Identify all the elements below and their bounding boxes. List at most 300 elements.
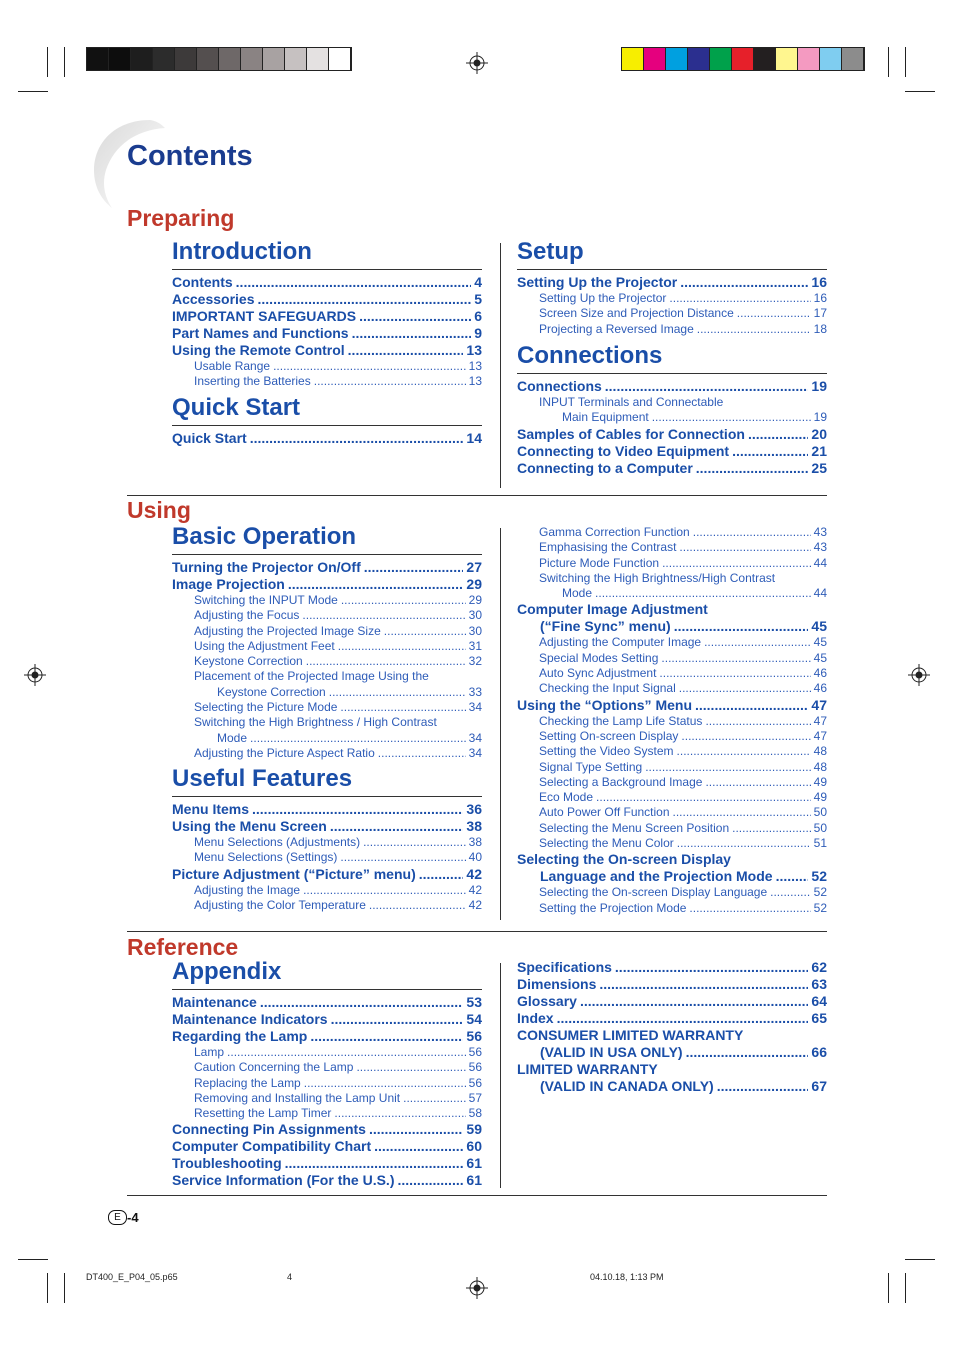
toc-entry[interactable]: [172, 1121, 482, 1138]
toc-entry-page: 42: [468, 897, 482, 912]
toc-entry-page: 52: [811, 868, 827, 885]
toc-entry-label: Selecting the On-screen Display Language: [539, 885, 768, 900]
toc-leader-dots: [252, 801, 463, 818]
toc-entry-page: 34: [468, 745, 482, 760]
toc-entry-label: Selecting the Picture Mode: [194, 700, 338, 715]
toc-entry[interactable]: [517, 821, 827, 836]
crop-mark: [47, 1273, 48, 1303]
color-swatch: [153, 48, 175, 70]
toc-entry[interactable]: [517, 571, 827, 586]
toc-leader-dots: [334, 1106, 465, 1121]
toc-entry-label: Computer Compatibility Chart: [172, 1138, 372, 1155]
toc-entry-label: Checking the Lamp Life Status: [539, 713, 703, 728]
section-preparing: Preparing: [127, 205, 235, 231]
color-swatch: [688, 48, 710, 70]
toc-entry-page: 30: [468, 608, 482, 623]
toc-leader-dots: [689, 901, 810, 916]
toc-entry-label: Adjusting the Focus: [194, 608, 300, 623]
toc-entry-label: (“Fine Sync” menu): [540, 618, 671, 635]
toc-entry-page: 34: [468, 700, 482, 715]
toc-leader-dots: [378, 746, 466, 761]
toc-leader-dots: [680, 274, 808, 291]
toc-entry[interactable]: [172, 1028, 482, 1045]
toc-entry[interactable]: [172, 883, 482, 898]
setup-list: [517, 274, 827, 337]
toc-entry-label: Computer Image Adjustment: [517, 601, 708, 618]
toc-entry-label: Selecting a Background Image: [539, 774, 703, 789]
toc-entry[interactable]: [517, 460, 827, 477]
appendix-block: [172, 958, 482, 1189]
toc-entry-page: 13: [468, 374, 482, 389]
toc-entry-page: 29: [468, 593, 482, 607]
toc-entry[interactable]: [172, 994, 482, 1011]
toc-entry-page: 61: [466, 1155, 482, 1172]
toc-entry-label: Accessories: [172, 291, 255, 307]
toc-leader-dots: [659, 666, 810, 681]
toc-entry-label: Turning the Projector On/Off: [172, 559, 361, 575]
toc-leader-dots: [677, 744, 811, 759]
toc-entry[interactable]: [517, 697, 827, 714]
crop-mark: [905, 1259, 935, 1260]
toc-leader-dots: [704, 635, 811, 650]
toc-entry[interactable]: [172, 866, 482, 883]
toc-entry[interactable]: [172, 430, 482, 447]
toc-entry-label: Quick Start: [172, 430, 247, 446]
toc-leader-dots: [304, 1076, 466, 1091]
color-swatch: [263, 48, 285, 70]
toc-entry-page: 60: [466, 1138, 482, 1155]
toc-entry-label: Using the “Options” Menu: [517, 696, 692, 713]
toc-entry-page: 27: [466, 559, 482, 575]
toc-entry[interactable]: [517, 729, 827, 744]
color-swatch: [776, 48, 798, 70]
page-number: [108, 1210, 139, 1225]
toc-entry-page: 17: [813, 306, 827, 321]
toc-entry-page: 20: [811, 425, 827, 442]
toc-entry-label: Mode: [562, 586, 593, 601]
color-swatch: [285, 48, 307, 70]
toc-entry-label: Glossary: [517, 993, 577, 1009]
crop-mark: [905, 1273, 906, 1303]
footer-page: 4: [287, 1272, 293, 1282]
connections-block: [517, 342, 827, 477]
toc-entry[interactable]: [517, 274, 827, 291]
toc-leader-dots: [679, 540, 810, 555]
toc-leader-dots: [364, 559, 464, 576]
toc-entry-label: Selecting the Menu Color: [539, 836, 674, 851]
toc-leader-dots: [737, 306, 811, 321]
toc-entry-label: Keystone Correction: [194, 654, 303, 669]
toc-entry-page: 64: [811, 993, 827, 1009]
toc-entry-page: 65: [811, 1010, 827, 1026]
toc-entry[interactable]: [172, 308, 482, 325]
toc-entry-label: Auto Sync Adjustment: [539, 666, 657, 681]
toc-entry[interactable]: [517, 744, 827, 759]
crop-mark: [64, 47, 65, 77]
registration-mark-icon: [466, 1277, 488, 1299]
toc-entry[interactable]: [172, 342, 482, 359]
toc-entry-label: Maintenance: [172, 994, 257, 1010]
crop-mark: [888, 1273, 889, 1303]
toc-entry-page: 52: [813, 885, 827, 900]
toc-leader-dots: [340, 850, 465, 865]
toc-entry[interactable]: [517, 775, 827, 790]
toc-entry-page: 36: [466, 801, 482, 817]
introduction-block: [172, 238, 482, 390]
toc-entry-label: Emphasising the Contrast: [539, 540, 677, 555]
color-swatch: [87, 48, 109, 70]
color-swatch: [109, 48, 131, 70]
toc-entry-label: Auto Power Off Function: [539, 805, 670, 820]
color-swatch: [842, 48, 864, 70]
toc-entry-page: 43: [813, 525, 827, 539]
toc-entry[interactable]: [517, 395, 827, 410]
toc-leader-dots: [697, 322, 811, 337]
toc-leader-dots: [419, 866, 464, 883]
toc-entry[interactable]: [517, 714, 827, 729]
toc-entry-label: Part Names and Functions: [172, 325, 349, 341]
toc-leader-dots: [329, 685, 466, 700]
crop-mark: [47, 47, 48, 77]
toc-entry[interactable]: [517, 556, 827, 571]
setup-heading: Setup: [517, 238, 827, 270]
toc-entry-label: Service Information (For the U.S.): [172, 1172, 395, 1189]
toc-entry-page: 51: [813, 836, 827, 851]
toc-entry-page: 19: [811, 378, 827, 394]
toc-entry[interactable]: [172, 1011, 482, 1028]
toc-entry[interactable]: [172, 818, 482, 835]
toc-entry-page: 25: [811, 459, 827, 476]
toc-entry-page: 53: [466, 994, 482, 1010]
toc-entry-label: (VALID IN USA ONLY): [540, 1044, 683, 1060]
toc-entry-label: Selecting the On-screen Display: [517, 851, 731, 868]
section-using: Using: [127, 497, 191, 523]
toc-entry-label: Mode: [217, 730, 248, 745]
toc-leader-dots: [250, 430, 464, 447]
toc-entry[interactable]: [517, 851, 827, 868]
toc-entry-page: 45: [813, 635, 827, 650]
toc-leader-dots: [341, 593, 466, 608]
toc-entry-label: Picture Mode Function: [539, 555, 660, 570]
toc-entry[interactable]: [517, 760, 827, 775]
column-divider: [500, 528, 501, 920]
toc-entry[interactable]: [172, 325, 482, 342]
toc-leader-dots: [605, 378, 809, 395]
toc-entry-label: Selecting the Menu Screen Position: [539, 820, 730, 835]
toc-entry[interactable]: [517, 378, 827, 395]
toc-entry-label: Screen Size and Projection Distance: [539, 306, 734, 321]
toc-entry[interactable]: [517, 618, 827, 635]
toc-entry[interactable]: [517, 666, 827, 681]
toc-leader-dots: [732, 443, 808, 460]
toc-entry-label: Connections: [517, 378, 602, 394]
toc-leader-dots: [662, 556, 811, 571]
connections-heading: Connections: [517, 342, 827, 374]
toc-entry[interactable]: [517, 1061, 827, 1078]
basic-operation-block: [172, 523, 482, 761]
toc-entry[interactable]: [517, 1010, 827, 1027]
toc-leader-dots: [306, 654, 466, 669]
toc-entry-label: Main Equipment: [562, 410, 649, 425]
toc-leader-dots: [705, 714, 810, 729]
toc-entry-page: 13: [466, 342, 482, 358]
toc-leader-dots: [314, 374, 466, 389]
toc-entry-label: Setting Up the Projector: [539, 291, 667, 305]
toc-entry-label: Regarding the Lamp: [172, 1028, 308, 1044]
toc-entry-label: IMPORTANT SAFEGUARDS: [172, 308, 357, 324]
toc-entry[interactable]: [517, 426, 827, 443]
toc-entry[interactable]: [172, 1138, 482, 1155]
color-bar: [621, 47, 865, 71]
toc-entry[interactable]: [172, 593, 482, 608]
toc-entry-label: Dimensions: [517, 976, 597, 992]
toc-entry-page: 49: [813, 774, 827, 789]
toc-entry-page: 44: [813, 586, 827, 601]
toc-entry-page: 59: [466, 1121, 482, 1138]
toc-entry-page: 42: [468, 882, 482, 897]
toc-entry[interactable]: [517, 1027, 827, 1044]
toc-entry[interactable]: [172, 1172, 482, 1189]
page-title: Contents: [127, 140, 253, 172]
color-swatch: [307, 48, 329, 70]
toc-entry-page: 44: [813, 555, 827, 570]
toc-entry-page: 45: [813, 650, 827, 665]
toc-leader-dots: [748, 426, 808, 443]
toc-entry-page: 38: [466, 818, 482, 834]
toc-entry[interactable]: [172, 274, 482, 291]
crop-mark: [905, 47, 906, 77]
basic-operation-list: [172, 559, 482, 761]
toc-entry[interactable]: [517, 410, 827, 425]
toc-entry-page: 48: [813, 759, 827, 774]
toc-leader-dots: [695, 697, 808, 714]
toc-entry-page: 16: [813, 291, 827, 305]
toc-entry-page: 54: [466, 1011, 482, 1027]
registration-mark-icon: [466, 52, 488, 74]
crop-mark: [905, 91, 935, 92]
useful-features-block: [172, 765, 482, 913]
color-swatch: [329, 48, 351, 70]
toc-entry[interactable]: [517, 291, 827, 306]
toc-entry[interactable]: [517, 635, 827, 650]
toc-entry-label: Image Projection: [172, 576, 285, 592]
toc-leader-dots: [677, 836, 811, 851]
toc-entry-page: 33: [468, 684, 482, 699]
toc-leader-dots: [288, 576, 464, 593]
introduction-list: [172, 274, 482, 390]
toc-entry-page: 43: [813, 540, 827, 555]
toc-entry[interactable]: [172, 654, 482, 669]
toc-entry[interactable]: [517, 681, 827, 696]
crop-mark: [18, 1259, 48, 1260]
toc-entry-page: 48: [813, 744, 827, 759]
toc-entry[interactable]: [172, 291, 482, 308]
toc-entry-label: Contents: [172, 274, 233, 290]
toc-leader-dots: [645, 760, 810, 775]
toc-entry[interactable]: [172, 685, 482, 700]
toc-entry-label: Checking the Input Signal: [539, 681, 676, 696]
toc-entry[interactable]: [172, 639, 482, 654]
color-swatch: [175, 48, 197, 70]
toc-entry-page: 56: [468, 1060, 482, 1075]
grayscale-bar: [86, 47, 352, 71]
toc-leader-dots: [679, 681, 811, 696]
toc-leader-dots: [403, 1091, 466, 1106]
toc-leader-dots: [599, 976, 808, 993]
page-number-value: -4: [127, 1210, 139, 1225]
toc-entry[interactable]: [517, 993, 827, 1010]
toc-entry[interactable]: [517, 790, 827, 805]
toc-entry[interactable]: [517, 306, 827, 321]
toc-entry[interactable]: [517, 525, 827, 540]
toc-entry-page: 50: [813, 820, 827, 835]
footer-date: 04.10.18, 1:13 PM: [590, 1272, 664, 1282]
toc-entry-label: Special Modes Setting: [539, 650, 659, 665]
toc-entry-label: Language and the Projection Mode: [540, 868, 773, 885]
toc-leader-dots: [302, 608, 465, 623]
using-right-block: [517, 525, 827, 916]
toc-entry[interactable]: [172, 1155, 482, 1172]
toc-entry-page: 31: [468, 638, 482, 653]
toc-entry[interactable]: [517, 1078, 827, 1095]
toc-leader-dots: [258, 291, 472, 308]
toc-leader-dots: [770, 885, 811, 900]
toc-entry-page: 56: [466, 1028, 482, 1044]
language-badge: E: [108, 1210, 127, 1225]
toc-entry-page: 50: [813, 805, 827, 820]
appendix-heading: Appendix: [172, 958, 482, 990]
toc-entry-page: 46: [813, 681, 827, 696]
toc-entry[interactable]: [517, 586, 827, 601]
section-divider: [127, 495, 827, 496]
toc-entry-label: Adjusting the Computer Image: [539, 635, 702, 650]
toc-entry[interactable]: [172, 608, 482, 623]
toc-leader-dots: [681, 729, 810, 744]
toc-entry[interactable]: [517, 976, 827, 993]
toc-entry[interactable]: [172, 669, 482, 684]
toc-entry[interactable]: [517, 443, 827, 460]
toc-entry[interactable]: [172, 835, 482, 850]
toc-entry-page: 34: [468, 730, 482, 745]
toc-entry[interactable]: [172, 624, 482, 639]
section-reference: Reference: [127, 934, 239, 960]
toc-entry[interactable]: [172, 801, 482, 818]
toc-entry-label: Projecting a Reversed Image: [539, 321, 694, 336]
toc-entry-label: Using the Menu Screen: [172, 818, 327, 834]
toc-entry[interactable]: [517, 651, 827, 666]
toc-entry[interactable]: [172, 374, 482, 389]
toc-entry[interactable]: [172, 1091, 482, 1106]
toc-entry-label: Gamma Correction Function: [539, 525, 690, 539]
toc-leader-dots: [363, 835, 466, 850]
toc-entry[interactable]: [172, 715, 482, 730]
toc-entry[interactable]: [172, 746, 482, 761]
toc-entry[interactable]: [172, 576, 482, 593]
toc-leader-dots: [352, 325, 472, 342]
toc-entry-label: Connecting Pin Assignments: [172, 1121, 366, 1138]
toc-entry-label: Lamp: [194, 1045, 225, 1059]
toc-leader-dots: [615, 959, 809, 976]
toc-entry-page: 63: [811, 976, 827, 992]
toc-entry-label: Setting Up the Projector: [517, 274, 678, 290]
toc-entry[interactable]: [517, 1044, 827, 1061]
section-divider: [127, 931, 827, 932]
introduction-heading: Introduction: [172, 238, 482, 270]
toc-entry[interactable]: [172, 1060, 482, 1075]
toc-entry[interactable]: [517, 901, 827, 916]
using-right-list: [517, 525, 827, 916]
connections-list: [517, 378, 827, 477]
toc-entry[interactable]: [517, 868, 827, 885]
toc-leader-dots: [369, 1121, 463, 1138]
toc-entry-page: 52: [813, 900, 827, 915]
toc-entry[interactable]: [172, 898, 482, 913]
toc-entry-label: Adjusting the Color Temperature: [194, 897, 366, 912]
appendix-list: [172, 994, 482, 1189]
toc-leader-dots: [717, 1078, 809, 1095]
toc-entry-label: Specifications: [517, 959, 612, 975]
toc-entry-page: 30: [468, 623, 482, 638]
column-divider: [500, 963, 501, 1188]
toc-entry-page: 19: [813, 410, 827, 425]
toc-leader-dots: [696, 460, 809, 477]
toc-entry-page: 21: [811, 442, 827, 459]
toc-entry[interactable]: [172, 1076, 482, 1091]
toc-entry[interactable]: [172, 1106, 482, 1121]
toc-entry-page: 45: [811, 618, 827, 635]
toc-entry-label: CONSUMER LIMITED WARRANTY: [517, 1027, 744, 1043]
toc-entry-label: Removing and Installing the Lamp Unit: [194, 1090, 401, 1105]
toc-leader-dots: [338, 639, 466, 654]
toc-entry[interactable]: [172, 559, 482, 576]
toc-entry[interactable]: [517, 959, 827, 976]
toc-entry-label: Adjusting the Image: [194, 882, 301, 897]
toc-entry[interactable]: [517, 885, 827, 900]
toc-leader-dots: [674, 618, 809, 635]
toc-leader-dots: [331, 1011, 464, 1028]
toc-entry[interactable]: [172, 731, 482, 746]
toc-entry[interactable]: [172, 700, 482, 715]
toc-entry-label: Switching the High Brightness / High Contrast: [194, 715, 437, 730]
toc-entry-label: Setting the Video System: [539, 744, 674, 759]
useful-features-heading: Useful Features: [172, 765, 482, 797]
toc-entry-page: 5: [474, 291, 482, 307]
toc-entry[interactable]: [517, 540, 827, 555]
column-divider: [500, 243, 501, 488]
toc-entry[interactable]: [517, 836, 827, 851]
color-swatch: [131, 48, 153, 70]
toc-leader-dots: [652, 410, 811, 425]
toc-entry-label: Setting On-screen Display: [539, 728, 679, 743]
toc-entry[interactable]: [172, 850, 482, 865]
toc-leader-dots: [557, 1010, 809, 1027]
toc-entry-label: Switching the INPUT Mode: [194, 593, 338, 607]
toc-entry[interactable]: [517, 322, 827, 337]
toc-entry-page: 38: [468, 835, 482, 849]
crop-mark: [18, 91, 48, 92]
toc-entry[interactable]: [517, 805, 827, 820]
toc-leader-dots: [580, 993, 808, 1010]
quick-start-heading: Quick Start: [172, 394, 482, 426]
toc-entry[interactable]: [172, 1045, 482, 1060]
toc-entry-page: 58: [468, 1106, 482, 1121]
toc-entry[interactable]: [172, 359, 482, 374]
toc-entry-page: 56: [468, 1075, 482, 1090]
toc-entry[interactable]: [517, 601, 827, 618]
crop-mark: [64, 1273, 65, 1303]
toc-leader-dots: [273, 359, 466, 374]
registration-mark-icon: [908, 664, 930, 686]
